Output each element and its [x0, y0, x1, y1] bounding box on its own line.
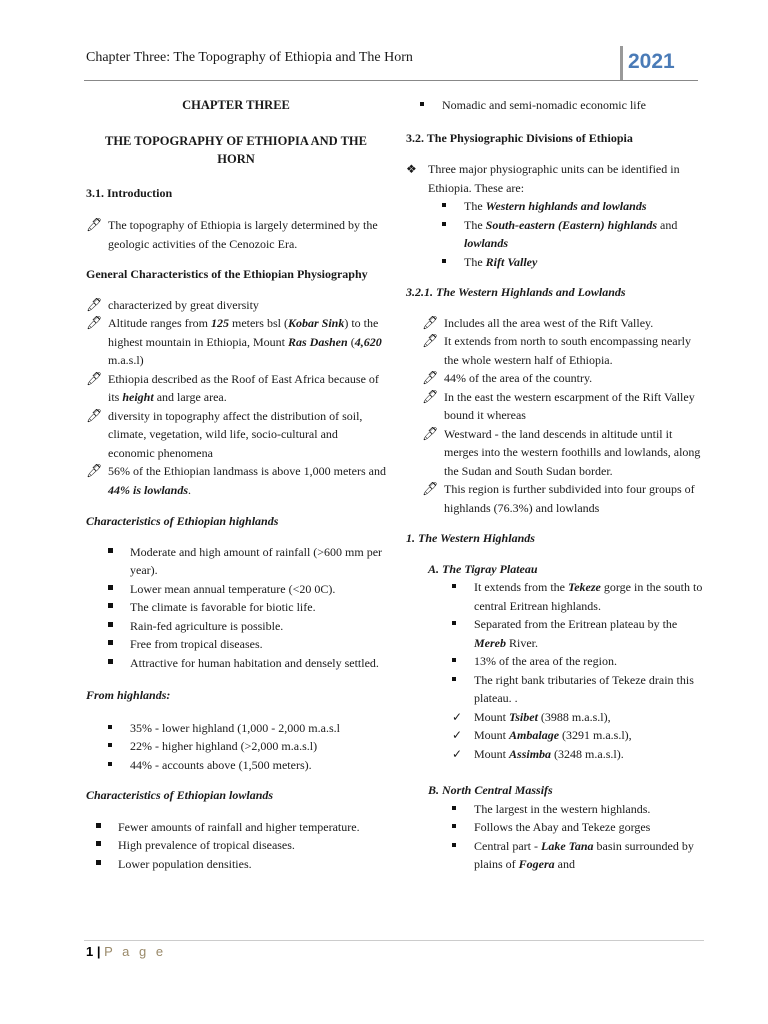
list-item: 🖊 56% of the Ethiopian landmass is above 1,000 meters and 44% is lowlands. — [86, 463, 386, 497]
flag-bullet-icon: 🖊 — [422, 370, 439, 385]
square-bullet-icon — [452, 843, 456, 847]
chapter-number: CHAPTER THREE — [182, 98, 290, 112]
square-bullet-icon — [442, 259, 446, 263]
list-item: Free from tropical diseases. — [108, 635, 386, 654]
list-item: 44% - accounts above (1,500 meters). — [108, 756, 386, 775]
chapter-title: THE TOPOGRAPHY OF ETHIOPIA AND THE HORN — [105, 133, 367, 166]
list-item: Lower mean annual temperature (<20 0C). — [108, 580, 386, 599]
list-item: 🖊 In the east the western escarpment of the Rift Valley bound it whereas — [422, 388, 695, 422]
list-item: ✓ Mount Tsibet (3988 m.a.s.l), — [452, 708, 706, 727]
list-item: Rain-fed agriculture is possible. — [108, 617, 386, 636]
square-bullet-icon — [96, 823, 101, 828]
flag-bullet-icon: 🖊 — [86, 217, 103, 232]
left-column — [86, 96, 386, 873]
list-item: 🖊 The topography of Ethiopia is largely determined by the geologic activities of the Cenozoic Era. — [86, 217, 378, 251]
checkmark-icon: ✓ — [452, 709, 463, 724]
flag-bullet-icon: 🖊 — [422, 314, 439, 330]
square-bullet-icon — [452, 658, 456, 662]
divisions-heading: 3.2. The Physiographic Divisions of Ethiopia — [406, 130, 633, 145]
list-item: ✓ Mount Ambalage (3291 m.a.s.l), — [452, 726, 706, 745]
flag-bullet-icon: 🖊 — [86, 315, 103, 330]
right-column — [406, 96, 706, 874]
list-item: 13% of the area of the region. — [452, 652, 706, 671]
flag-bullet-icon: 🖊 — [422, 425, 439, 441]
north-central-heading: B. North Central Massifs — [428, 783, 553, 797]
square-bullet-icon — [108, 659, 113, 664]
flag-bullet-icon: 🖊 — [86, 463, 103, 478]
list-item: 22% - higher highland (>2,000 m.a.s.l) — [108, 737, 386, 756]
square-bullet-icon — [108, 548, 113, 553]
list-item: Separated from the Eritrean plateau by the Mereb River. — [452, 615, 706, 652]
list-item: Nomadic and semi-nomadic economic life — [420, 96, 706, 115]
list-item: Attractive for human habitation and densely settled. — [108, 654, 386, 673]
square-bullet-icon — [452, 824, 456, 828]
checkmark-icon: ✓ — [452, 746, 463, 761]
square-bullet-icon — [442, 203, 446, 207]
list-item: Moderate and high amount of rainfall (>600 mm per year). — [108, 543, 386, 580]
square-bullet-icon — [96, 841, 101, 846]
highlands-heading: Characteristics of Ethiopian highlands — [86, 514, 279, 528]
header-year: 2021 — [628, 50, 675, 73]
list-item: 🖊 44% of the area of the country. — [422, 369, 706, 388]
header-divider — [620, 46, 623, 80]
square-bullet-icon — [452, 621, 456, 625]
western-heading: 3.2.1. The Western Highlands and Lowlands — [406, 285, 626, 299]
list-item: 🖊 This region is further subdivided into four groups of highlands (76.3%) and lowlands — [422, 481, 695, 515]
square-bullet-icon — [96, 860, 101, 865]
footer-separator: | — [96, 944, 105, 959]
list-item: 🖊 Altitude ranges from 125 meters bsl (Kobar Sink) to the highest mountain in Ethiopia, Mount Ras Dashen (4,620 m.a.s.l) — [86, 315, 382, 367]
list-item: The Western highlands and lowlands — [442, 197, 706, 216]
square-bullet-icon — [442, 222, 446, 226]
list-item: 35% - lower highland (1,000 - 2,000 m.a.s.l — [108, 719, 386, 738]
list-item: 🖊 Includes all the area west of the Rift Valley. — [422, 314, 706, 333]
list-item: Central part - Lake Tana basin surrounded by plains of Fogera and — [452, 837, 706, 874]
list-item: The climate is favorable for biotic life. — [108, 598, 386, 617]
list-item: Fewer amounts of rainfall and higher temperature. — [96, 818, 386, 837]
list-item: Follows the Abay and Tekeze gorges — [452, 818, 706, 837]
square-bullet-icon — [108, 640, 113, 645]
checkmark-icon: ✓ — [452, 728, 463, 742]
header-rule — [84, 80, 698, 81]
list-item: 🖊 Ethiopia described as the Roof of East Africa because of its height and large area. — [86, 370, 379, 404]
square-bullet-icon — [108, 725, 112, 729]
list-item: High prevalence of tropical diseases. — [96, 836, 386, 855]
flag-bullet-icon: 🖊 — [422, 388, 439, 404]
list-item: 🖊 Westward - the land descends in altitude until it merges into the western foothills and lowlands, along the Sudan and South Sudan border. — [422, 425, 701, 478]
from-highlands-heading: From highlands: — [86, 688, 171, 702]
list-item: Lower population densities. — [96, 855, 386, 874]
header-title: Chapter Three: The Topography of Ethiopia and The Horn — [86, 50, 413, 65]
flag-bullet-icon: 🖊 — [86, 296, 103, 312]
square-bullet-icon — [108, 762, 112, 766]
lowlands-heading: Characteristics of Ethiopian lowlands — [86, 788, 274, 802]
tigray-heading: A. The Tigray Plateau — [428, 561, 538, 576]
list-item: The largest in the western highlands. — [452, 800, 706, 819]
square-bullet-icon — [420, 102, 424, 106]
list-item: ❖ Three major physiographic units can be identified in Ethiopia. These are: — [406, 162, 680, 195]
square-bullet-icon — [452, 677, 456, 681]
page-word: P a g e — [104, 944, 167, 959]
square-bullet-icon — [452, 806, 456, 810]
general-heading: General Characteristics of the Ethiopian Physiography — [86, 267, 368, 281]
list-item: It extends from the Tekeze gorge in the south to central Eritrean highlands. — [452, 578, 706, 615]
list-item: The right bank tributaries of Tekeze drain this plateau. . — [452, 671, 706, 708]
page-footer — [86, 944, 166, 959]
flag-bullet-icon: 🖊 — [86, 407, 103, 423]
square-bullet-icon — [452, 584, 456, 588]
square-bullet-icon — [108, 743, 112, 747]
square-bullet-icon — [108, 622, 113, 627]
western-highlands-heading: 1. The Western Highlands — [406, 531, 535, 545]
list-item: The Rift Valley — [442, 253, 706, 272]
flag-bullet-icon: 🖊 — [422, 481, 439, 496]
square-bullet-icon — [108, 585, 113, 590]
flag-bullet-icon: 🖊 — [422, 333, 439, 348]
footer-rule — [84, 940, 704, 941]
page-number: 1 — [86, 944, 94, 959]
list-item: 🖊 characterized by great diversity — [86, 296, 386, 315]
flag-bullet-icon: 🖊 — [86, 370, 103, 386]
list-item: 🖊 It extends from north to south encompassing nearly the whole western half of Ethiopia. — [422, 333, 691, 367]
square-bullet-icon — [108, 603, 113, 608]
diamond-bullet-icon: ❖ — [406, 162, 417, 176]
intro-heading: 3.1. Introduction — [86, 185, 173, 200]
list-item: ✓ Mount Assimba (3248 m.a.s.l). — [452, 745, 706, 764]
list-item: 🖊 diversity in topography affect the distribution of soil, climate, vegetation, wild life, socio-cultural and economic phenomena — [86, 407, 363, 460]
list-item: The South-eastern (Eastern) highlands and lowlands — [442, 216, 706, 253]
